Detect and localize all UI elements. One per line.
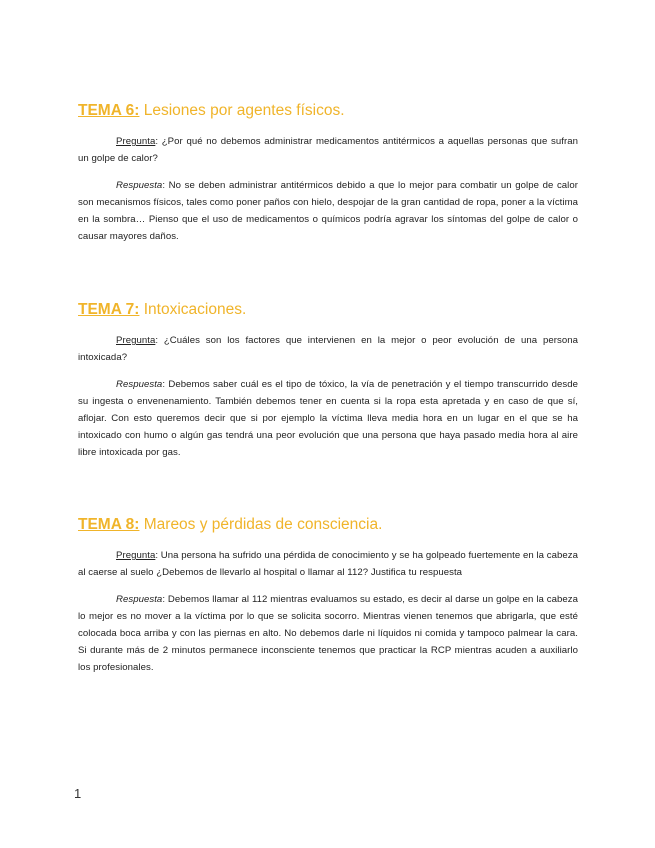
section-tema-6 — [78, 101, 578, 255]
question-paragraph — [78, 332, 578, 366]
question-label: Pregunta — [116, 335, 156, 346]
answer-text: : Debemos saber cuál es el tipo de tóxico, la vía de penetración y el tiempo transcurrido desde su ingesta o envenenamiento. También debemos tener en cuenta si la ropa esta apretada y en caso de que sí, aflojar. Con esto queremos decir que si por ejemplo la víctima lleva media hora en un lugar en el que se ha intoxicado con humo o algún gas tendrá una peor evolución que una persona que haya pasado media hora al aire libre intoxicada por gas. — [78, 379, 578, 458]
heading-number: TEMA 6: — [78, 102, 140, 119]
section-heading — [78, 300, 578, 320]
heading-title: Lesiones por agentes físicos. — [139, 102, 345, 119]
answer-text: : Debemos llamar al 112 mientras evaluamos su estado, es decir al darse un golpe en la cabeza lo mejor es no mover a la víctima por lo que se solicita socorro. Mientras vienen tenemos que abrigarla, que esté colocada boca arriba y con las piernas en alto. No debemos darle ni líquidos ni comida y tampoco palmear la cara. Si durante más de 2 minutos permanece inconsciente tenemos que practicar la RCP mientras acuden a auxiliarlo los profesionales. — [78, 594, 578, 673]
section-tema-7 — [78, 300, 578, 471]
answer-text: : No se deben administrar antitérmicos debido a que lo mejor para combatir un golpe de calor son mecanismos físicos, tales como poner paños con hielo, despojar de la gran cantidad de ropa, poner a la víctima en la sombra… Pienso que el uso de medicamentos o químicos podría agravar los síntomas del golpe de calor o causar mayores daños. — [78, 180, 578, 242]
section-heading — [78, 515, 578, 535]
question-label: Pregunta — [116, 550, 156, 561]
section-tema-8 — [78, 515, 578, 686]
question-paragraph — [78, 133, 578, 167]
question-text: : Una persona ha sufrido una pérdida de conocimiento y se ha golpeado fuertemente en la cabeza al caerse al suelo ¿Debemos de llevarlo al hospital o llamar al 112? Justifica tu respuesta — [78, 550, 578, 578]
answer-paragraph — [78, 177, 578, 245]
answer-paragraph — [78, 376, 578, 461]
heading-number: TEMA 7: — [78, 301, 140, 318]
answer-label: Respuesta — [116, 594, 163, 605]
question-text: : ¿Por qué no debemos administrar medicamentos antitérmicos a aquellas personas que sufran un golpe de calor? — [78, 136, 578, 164]
question-label: Pregunta — [116, 136, 156, 147]
page-number: 1 — [74, 786, 82, 801]
question-text: : ¿Cuáles son los factores que intervienen en la mejor o peor evolución de una persona intoxicada? — [78, 335, 578, 363]
answer-label: Respuesta — [116, 379, 163, 390]
answer-label: Respuesta — [116, 180, 163, 191]
heading-title: Intoxicaciones. — [139, 301, 247, 318]
heading-number: TEMA 8: — [78, 516, 140, 533]
question-paragraph — [78, 547, 578, 581]
answer-paragraph — [78, 591, 578, 676]
section-heading — [78, 101, 578, 121]
heading-title: Mareos y pérdidas de consciencia. — [139, 516, 383, 533]
